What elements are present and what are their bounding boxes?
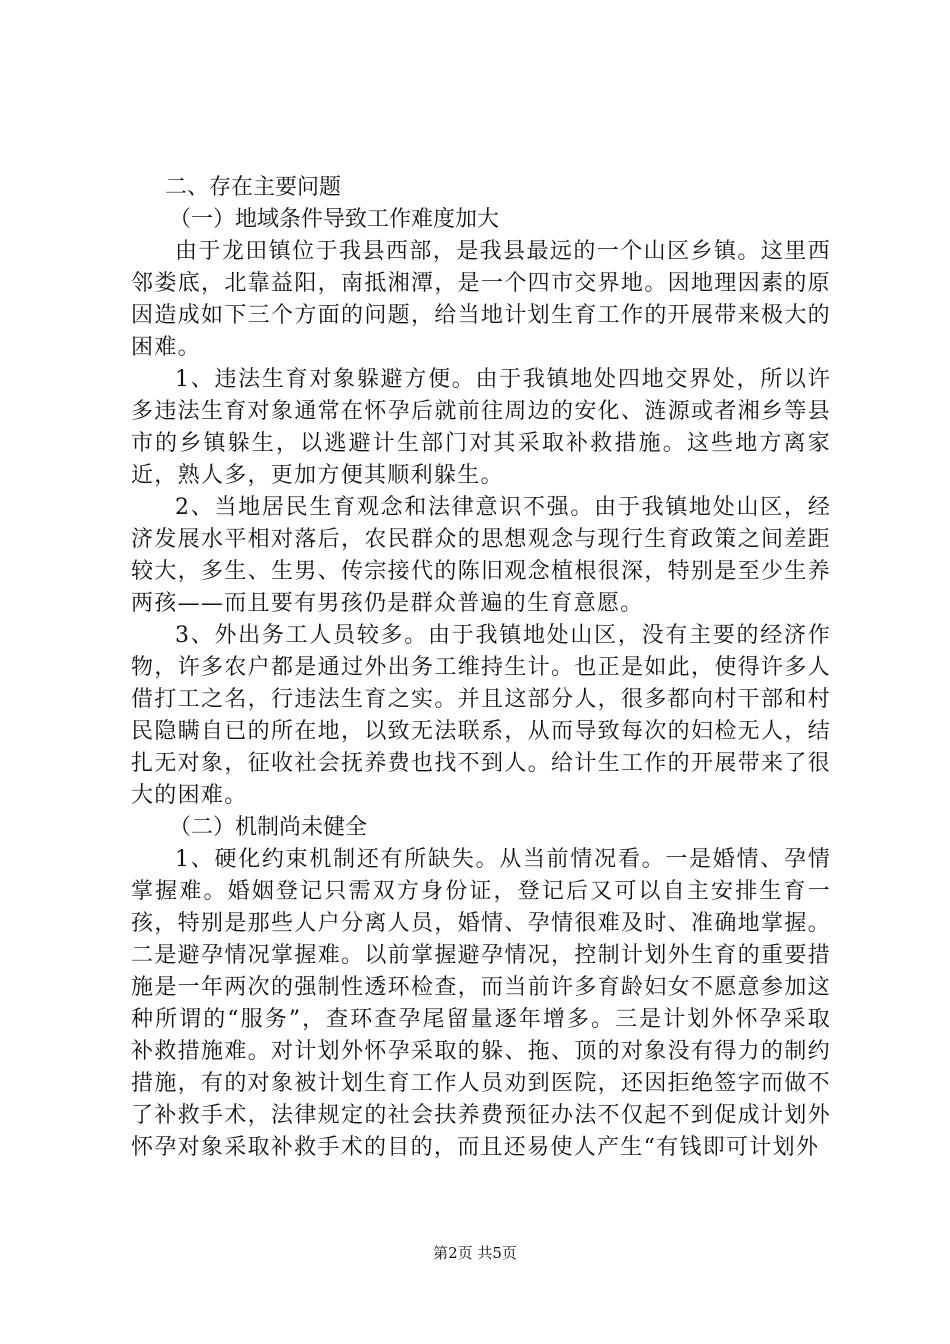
paragraph-4: 3、外出务工人员较多。由于我镇地处山区，没有主要的经济作物，许多农户都是通过外出务工维持生计。也正是如此，使得许多人借打工之名，行违法生育之实。并且这部分人，很多都向村干部和村民隐瞒自已的所在地，以致无法联系，从而导致每次的妇检无人，结扎无对象，征收社会抚养费也找不到人。给计生工作的开展带来了很大的困难。 (131, 623, 831, 808)
paragraph-5: 1、硬化约束机制还有所缺失。从当前情况看。一是婚情、孕情掌握难。婚姻登记只需双方身份证，登记后又可以自主安排生育一孩，特别是那些人户分离人员，婚情、孕情很难及时、准确地掌握。二是避孕情况掌握难。以前掌握避孕情况，控制计划外生育的重要措施是一年两次的强制性透环检查，而当前许多育龄妇女不愿意参加这种所谓的“服务”，查环查孕尾留量逐年增多。三是计划外怀孕采取补救措施难。对计划外怀孕采取的躲、拖、顶的对象没有得力的制约措施，有的对象被计划生育工作人员劝到医院，还因拒绝签字而做不了补救手术，法律规定的社会扶养费预征办法不仅起不到促成计划外怀孕对象采取补救手术的目的，而且还易使人产生“有钱即可计划外 (131, 847, 831, 1160)
page-footer: 第2页 共5页 (433, 1244, 517, 1262)
document-body (131, 172, 831, 1164)
paragraph-3: 2、当地居民生育观念和法律意识不强。由于我镇地处山区，经济发展水平相对落后，农民群众的思想观念与现行生育政策之间差距较大，多生、生男、传宗接代的陈旧观念植根很深，特别是至少生养两孩——而且要有男孩仍是群众普遍的生育意愿。 (131, 495, 831, 616)
subsection-heading-1: （一）地域条件导致工作难度加大 (169, 207, 500, 232)
section-heading: 二、存在主要问题 (165, 175, 342, 200)
paragraph-2: 1、违法生育对象躲避方便。由于我镇地处四地交界处，所以许多违法生育对象通常在怀孕后就前往周边的安化、涟源或者湘乡等县市的乡镇躲生，以逃避计生部门对其采取补救措施。这些地方离家近，熟人多，更加方便其顺利躲生。 (131, 367, 831, 488)
paragraph-1: 由于龙田镇位于我县西部，是我县最远的一个山区乡镇。这里西邻娄底，北靠益阳，南抵湘潭，是一个四市交界地。因地理因素的原因造成如下三个方面的问题，给当地计划生育工作的开展带来极大的困难。 (131, 239, 831, 360)
subsection-heading-2: （二）机制尚未健全 (169, 815, 368, 840)
